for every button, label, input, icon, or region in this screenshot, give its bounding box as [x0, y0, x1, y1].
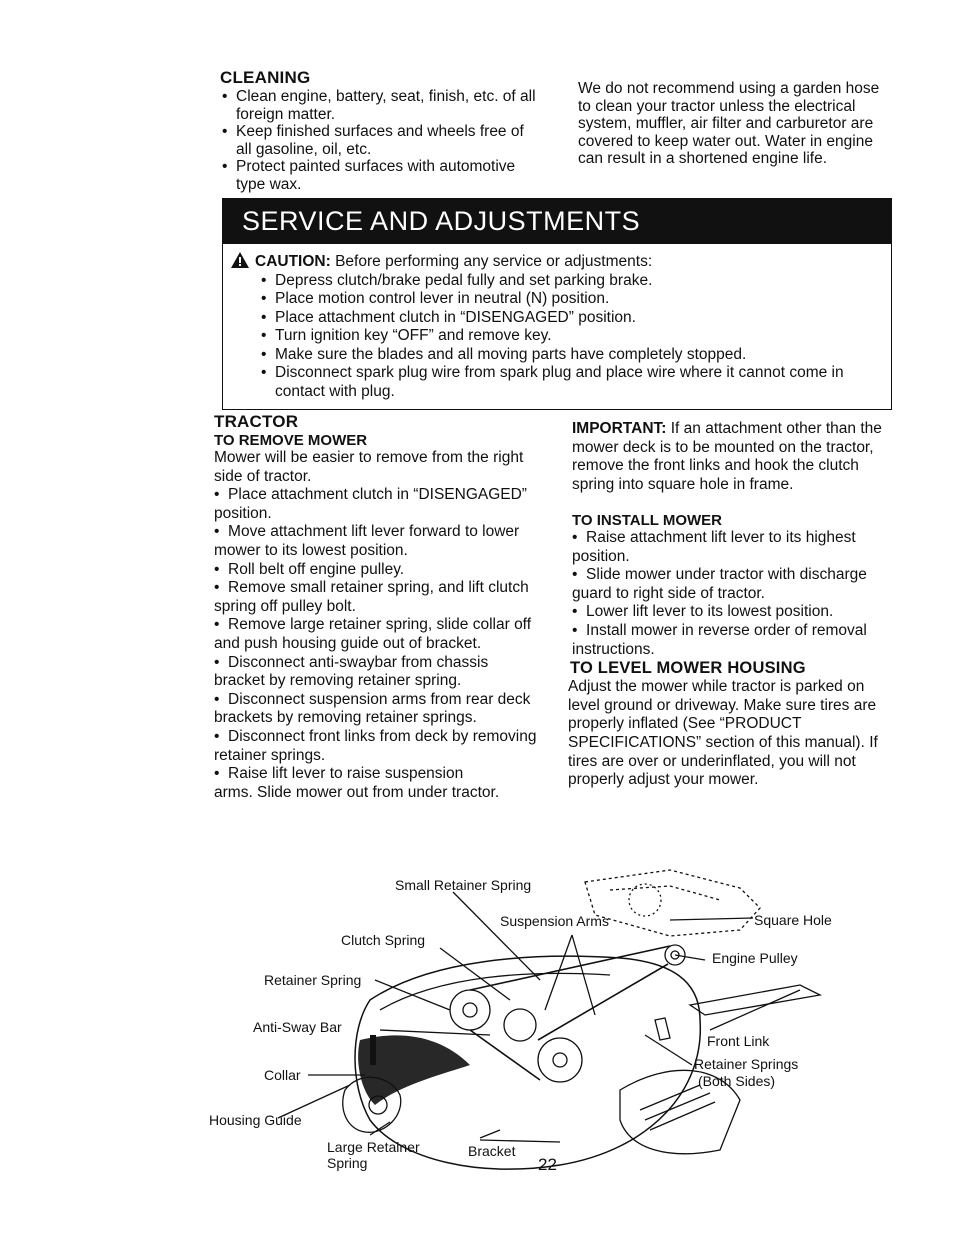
cleaning-section: [220, 68, 540, 193]
label-collar: Collar: [264, 1067, 301, 1083]
section-banner: SERVICE AND ADJUSTMENTS: [222, 198, 892, 244]
label-large-retainer-spring: Spring: [327, 1155, 368, 1171]
list-item: • Remove large retainer spring, slide collar off and push housing guide out of bracket.: [214, 616, 539, 653]
label-square-hole: Square Hole: [754, 912, 832, 928]
level-housing-text: Adjust the mower while tractor is parked on level ground or driveway. Make sure tires are properly inflated (See “PRODUCT SPECIFICATIONS” section of this manual). If tires are over or underinflated, you will not properly adjust your mower.: [568, 678, 878, 789]
label-retainer-spring: Retainer Spring: [264, 972, 362, 988]
label-bracket: Bracket: [468, 1143, 516, 1159]
label-housing-guide: Housing Guide: [209, 1112, 302, 1128]
important-text: If an attachment other than the mower deck is to be mounted on the tractor, remove the front links and hook the clutch spring into square hole in frame.: [572, 420, 882, 493]
label-large-retainer: Large Retainer: [327, 1139, 420, 1155]
list-item: • Protect painted surfaces with automotive type wax.: [220, 158, 540, 193]
label-suspension-arms: Suspension Arms: [500, 913, 609, 929]
caution-line: [231, 252, 891, 272]
list-item: • Lower lift lever to its lowest position.: [572, 603, 890, 622]
remove-steps: [214, 486, 539, 802]
label-engine-pulley: Engine Pulley: [712, 950, 798, 966]
warning-icon: [231, 252, 249, 268]
label-front-link: Front Link: [707, 1033, 770, 1049]
list-item: • Place attachment clutch in “DISENGAGED” position.: [253, 309, 863, 328]
caution-list: [253, 272, 863, 402]
list-item: • Raise lift lever to raise suspension arms. Slide mower out from under tractor.: [214, 765, 504, 802]
list-item: • Disconnect spark plug wire from spark plug and place wire where it cannot come in contact with plug.: [253, 364, 863, 401]
label-anti-sway-bar: Anti-Sway Bar: [253, 1019, 342, 1035]
cleaning-heading: CLEANING: [220, 68, 311, 87]
list-item: • Make sure the blades and all moving parts have completely stopped.: [253, 346, 863, 365]
right-column: [568, 420, 890, 790]
list-item: • Roll belt off engine pulley.: [214, 561, 539, 580]
important-label: IMPORTANT:: [572, 420, 667, 437]
remove-intro: Mower will be easier to remove from the right side of tractor.: [214, 449, 524, 485]
list-item: • Place motion control lever in neutral (N) position.: [253, 290, 863, 309]
list-item: • Slide mower under tractor with discharge guard to right side of tractor.: [572, 566, 890, 603]
tractor-heading: TRACTOR: [214, 412, 299, 431]
install-steps: [572, 529, 890, 659]
cleaning-note: We do not recommend using a garden hose to clean your tractor unless the electrical system, muffler, air filter and carburetor are covered to keep water out. Water in engine can result in a shortened engine life.: [578, 80, 880, 167]
label-retainer-springs: Retainer Springs: [694, 1056, 799, 1072]
list-item: • Move attachment lift lever forward to lower mower to its lowest position.: [214, 523, 539, 560]
caution-label: CAUTION:: [255, 253, 331, 270]
list-item: • Place attachment clutch in “DISENGAGED” position.: [214, 486, 539, 523]
remove-mower-heading: TO REMOVE MOWER: [214, 432, 368, 449]
list-item: • Depress clutch/brake pedal fully and set parking brake.: [253, 272, 863, 291]
page-number: 22: [538, 1155, 557, 1174]
caution-box: [222, 244, 892, 410]
label-both-sides: (Both Sides): [698, 1073, 776, 1089]
list-item: • Disconnect front links from deck by removing retainer springs.: [214, 728, 539, 765]
list-item: • Raise attachment lift lever to its highest position.: [572, 529, 890, 566]
list-item: • Turn ignition key “OFF” and remove key.: [253, 327, 863, 346]
install-mower-heading: TO INSTALL MOWER: [572, 512, 722, 529]
label-clutch-spring: Clutch Spring: [341, 932, 426, 948]
cleaning-list: [220, 88, 540, 193]
important-note: [572, 420, 890, 494]
label-small-retainer-spring: Small Retainer Spring: [395, 877, 532, 893]
list-item: • Disconnect suspension arms from rear deck brackets by removing retainer springs.: [214, 691, 539, 728]
caution-intro: Before performing any service or adjustments:: [335, 253, 653, 270]
list-item: • Clean engine, battery, seat, finish, etc. of all foreign matter.: [220, 88, 540, 123]
list-item: • Remove small retainer spring, and lift clutch spring off pulley bolt.: [214, 579, 539, 616]
tractor-section: [214, 412, 539, 802]
level-housing-heading: TO LEVEL MOWER HOUSING: [570, 659, 806, 678]
list-item: • Install mower in reverse order of removal instructions.: [572, 622, 890, 659]
list-item: • Keep finished surfaces and wheels free of all gasoline, oil, etc.: [220, 123, 540, 158]
list-item: • Disconnect anti-swaybar from chassis bracket by removing retainer spring.: [214, 654, 539, 691]
